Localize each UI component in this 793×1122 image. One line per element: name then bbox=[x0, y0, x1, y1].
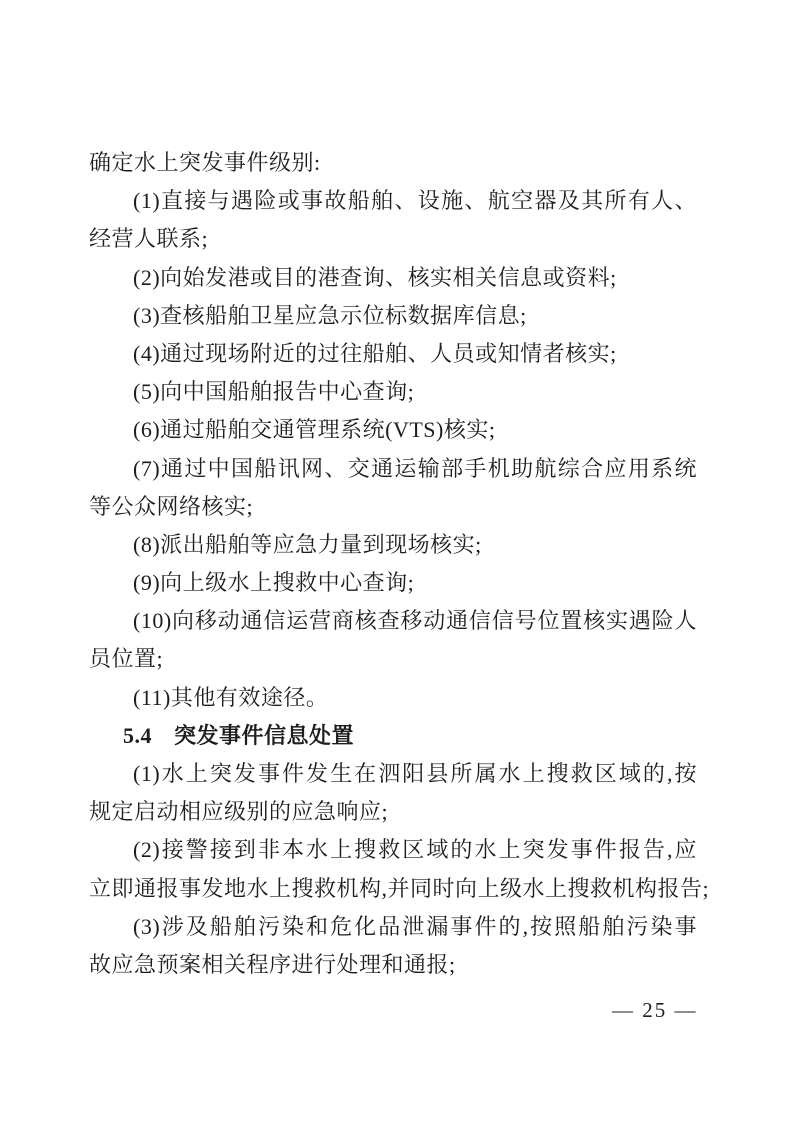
list-item-10-line-1: (10)向移动通信运营商核查移动通信信号位置核实遇险人 bbox=[133, 608, 697, 634]
list-item-4: (4)通过现场附近的过往船舶、人员或知情者核实; bbox=[133, 340, 617, 366]
section-item-2-line-2: 立即通报事发地水上搜救机构,并同时向上级水上搜救机构报告; bbox=[89, 875, 710, 901]
section-item-3-line-2: 故应急预案相关程序进行处理和通报; bbox=[89, 951, 456, 977]
list-item-7-line-2: 等公众网络核实; bbox=[89, 493, 254, 519]
list-item-10-line-2: 员位置; bbox=[89, 646, 164, 672]
list-item-11: (11)其他有效途径。 bbox=[133, 684, 329, 710]
section-item-2-line-1: (2)接警接到非本水上搜救区域的水上突发事件报告,应 bbox=[133, 837, 697, 863]
section-item-1-line-2: 规定启动相应级别的应急响应; bbox=[89, 799, 389, 825]
list-item-8: (8)派出船舶等应急力量到现场核实; bbox=[133, 531, 482, 557]
section-item-3-line-1: (3)涉及船舶污染和危化品泄漏事件的,按照船舶污染事 bbox=[133, 913, 697, 939]
list-item-7-line-1: (7)通过中国船讯网、交通运输部手机助航综合应用系统 bbox=[133, 455, 697, 481]
section-title: 突发事件信息处置 bbox=[174, 722, 355, 748]
section-number: 5.4 bbox=[123, 722, 152, 748]
document-body bbox=[89, 144, 710, 984]
list-item-6: (6)通过船舶交通管理系统(VTS)核实; bbox=[133, 417, 496, 443]
section-item-1-line-1: (1)水上突发事件发生在泗阳县所属水上搜救区域的,按 bbox=[133, 761, 697, 786]
list-item-3: (3)查核船舶卫星应急示位标数据库信息; bbox=[133, 302, 527, 328]
list-item-2: (2)向始发港或目的港查询、核实相关信息或资料; bbox=[133, 264, 617, 290]
section-heading bbox=[89, 717, 697, 755]
list-item-1-line-2: 经营人联系; bbox=[89, 226, 209, 252]
page-number: — 25 — bbox=[612, 998, 698, 1022]
list-item-9: (9)向上级水上搜救中心查询; bbox=[133, 570, 415, 596]
intro-line: 确定水上突发事件级别: bbox=[89, 150, 321, 175]
list-item-5: (5)向中国船舶报告中心查询; bbox=[133, 379, 415, 405]
list-item-1-line-1: (1)直接与遇险或事故船舶、设施、航空器及其所有人、 bbox=[133, 188, 697, 214]
